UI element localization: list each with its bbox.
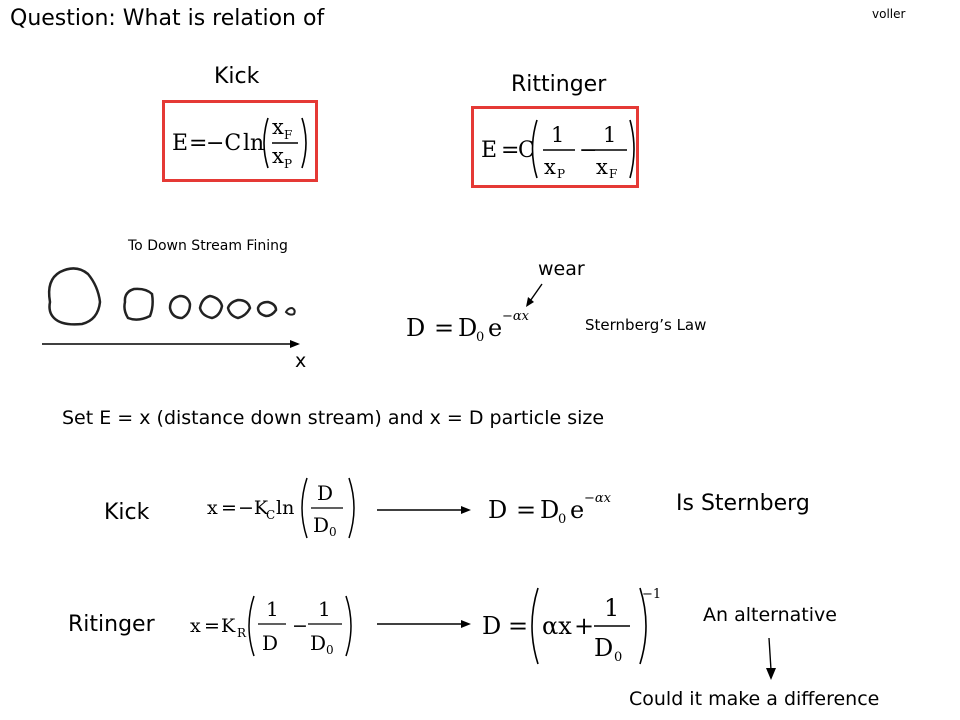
kick-row-coef: −K: [238, 497, 269, 519]
rittinger-eq-den1: x: [544, 155, 556, 179]
sternberg-eq-exp: −αx: [502, 309, 530, 324]
ritinger-row-right-power: −1: [642, 587, 662, 602]
setup-statement: Set E = x (distance down stream) and x = D particle size: [62, 407, 605, 429]
kick-row-right-equals: =: [516, 496, 537, 524]
axis-x-label: x: [295, 350, 307, 372]
particles-diagram: [30, 262, 320, 362]
ritinger-row-one-1: 1: [266, 597, 279, 621]
kick-row-right-exp: −αx: [584, 491, 612, 506]
rittinger-eq-den2-sub: F: [609, 167, 618, 181]
ritinger-row-lhs: x: [190, 615, 201, 637]
left-paren-icon: [302, 478, 307, 538]
ritinger-row-right-equals: =: [508, 612, 529, 640]
ritinger-row-right-den: D: [594, 634, 614, 662]
kick-row-right-d0-sub: 0: [558, 512, 567, 527]
kick-row-den: D: [313, 513, 330, 537]
rittinger-heading: Rittinger: [511, 72, 607, 97]
alternative-arrow: [760, 636, 780, 682]
sternberg-eq-e: e: [488, 314, 503, 342]
kick-row-num: D: [317, 481, 334, 505]
kick-eq-equals: =: [189, 131, 208, 156]
kick-row-right-equation: [482, 482, 642, 532]
particle-5-icon: [228, 300, 250, 318]
kick-row-right-lhs: D: [488, 496, 508, 524]
page-title: Question: What is relation of: [10, 6, 325, 31]
ritinger-row-den2: D: [310, 631, 327, 655]
rittinger-eq-lhs: E: [481, 138, 498, 163]
arrow-head-icon: [461, 620, 471, 628]
sternberg-eq-lhs: D: [406, 314, 426, 342]
rittinger-equation: [471, 106, 639, 188]
ritinger-row-right-one: 1: [604, 594, 620, 622]
kick-eq-den-sub: P: [284, 157, 293, 171]
author-label: voller: [872, 7, 906, 21]
kick-eq-den: x: [272, 144, 284, 168]
right-paren-icon: [630, 120, 634, 178]
sternberg-eq-equals: =: [434, 314, 455, 342]
ritinger-row-one-2: 1: [318, 597, 331, 621]
kick-eq-lhs: E: [172, 131, 189, 156]
sternberg-eq-d0: D: [458, 314, 478, 342]
kick-heading: Kick: [214, 64, 260, 89]
ritinger-row-right-equation: [478, 582, 678, 666]
sternberg-eq-d0-sub: 0: [476, 330, 485, 345]
ritinger-row-den1: D: [262, 631, 279, 655]
is-sternberg-label: Is Sternberg: [676, 491, 810, 516]
kick-row-arrow: [375, 500, 475, 520]
downstream-label: To Down Stream Fining: [128, 238, 288, 254]
arrow-head-icon: [461, 506, 471, 514]
particle-3-icon: [170, 296, 190, 318]
rittinger-eq-one-2: 1: [603, 123, 617, 147]
ritinger-row-minus: −: [292, 615, 308, 637]
kick-row-den-sub: 0: [329, 525, 337, 539]
rittinger-eq-minus: −: [579, 138, 598, 163]
kick-equation: [162, 100, 318, 182]
kick-row-coef-sub: C: [266, 508, 276, 522]
particle-4-icon: [200, 296, 222, 318]
kick-row-left-equation: [205, 472, 365, 544]
rittinger-eq-one-1: 1: [551, 123, 565, 147]
kick-row-right-d0: D: [540, 496, 560, 524]
arrow-head-icon: [766, 668, 776, 680]
kick-eq-num-sub: F: [284, 128, 293, 142]
ritinger-row-coef-sub: R: [237, 626, 247, 640]
right-paren-icon: [346, 596, 351, 656]
right-paren-icon: [302, 118, 306, 168]
alternative-label: An alternative: [703, 604, 837, 626]
wear-label: wear: [538, 258, 585, 280]
kick-row-label: Kick: [104, 500, 150, 525]
kick-eq-coef: −C: [206, 131, 242, 156]
difference-question: Could it make a difference: [629, 688, 880, 710]
rittinger-eq-den2: x: [596, 155, 608, 179]
arrow-head-icon: [290, 340, 300, 348]
kick-row-lhs: x: [207, 497, 218, 519]
left-paren-icon: [532, 588, 538, 664]
sternberg-law-label: Sternberg’s Law: [585, 316, 707, 334]
ritinger-row-right-plus: +: [574, 612, 595, 640]
ritinger-row-arrow: [375, 614, 475, 634]
rittinger-eq-coef: C: [518, 138, 535, 163]
particle-1-icon: [49, 268, 100, 324]
left-paren-icon: [249, 596, 254, 656]
ritinger-row-label: Ritinger: [68, 612, 155, 637]
kick-eq-num: x: [272, 115, 284, 139]
rittinger-eq-den1-sub: P: [557, 167, 566, 181]
ritinger-row-den2-sub: 0: [326, 643, 334, 657]
sternberg-equation: [400, 300, 560, 350]
particle-6-icon: [258, 302, 276, 316]
ritinger-row-right-ax: αx: [542, 612, 572, 640]
ritinger-row-coef: K: [221, 615, 236, 637]
kick-row-equals: =: [221, 497, 237, 519]
kick-row-ln: ln: [276, 497, 295, 519]
ritinger-row-left-equation: [188, 590, 368, 662]
particle-2-icon: [124, 289, 152, 320]
left-paren-icon: [264, 118, 268, 168]
right-paren-icon: [349, 478, 354, 538]
kick-eq-ln: ln: [243, 131, 265, 156]
ritinger-row-equals: =: [204, 615, 220, 637]
particle-7-icon: [286, 308, 295, 315]
kick-row-right-e: e: [570, 496, 585, 524]
rittinger-eq-equals: =: [501, 138, 520, 163]
ritinger-row-right-den-sub: 0: [614, 650, 623, 665]
ritinger-row-right-lhs: D: [482, 612, 502, 640]
